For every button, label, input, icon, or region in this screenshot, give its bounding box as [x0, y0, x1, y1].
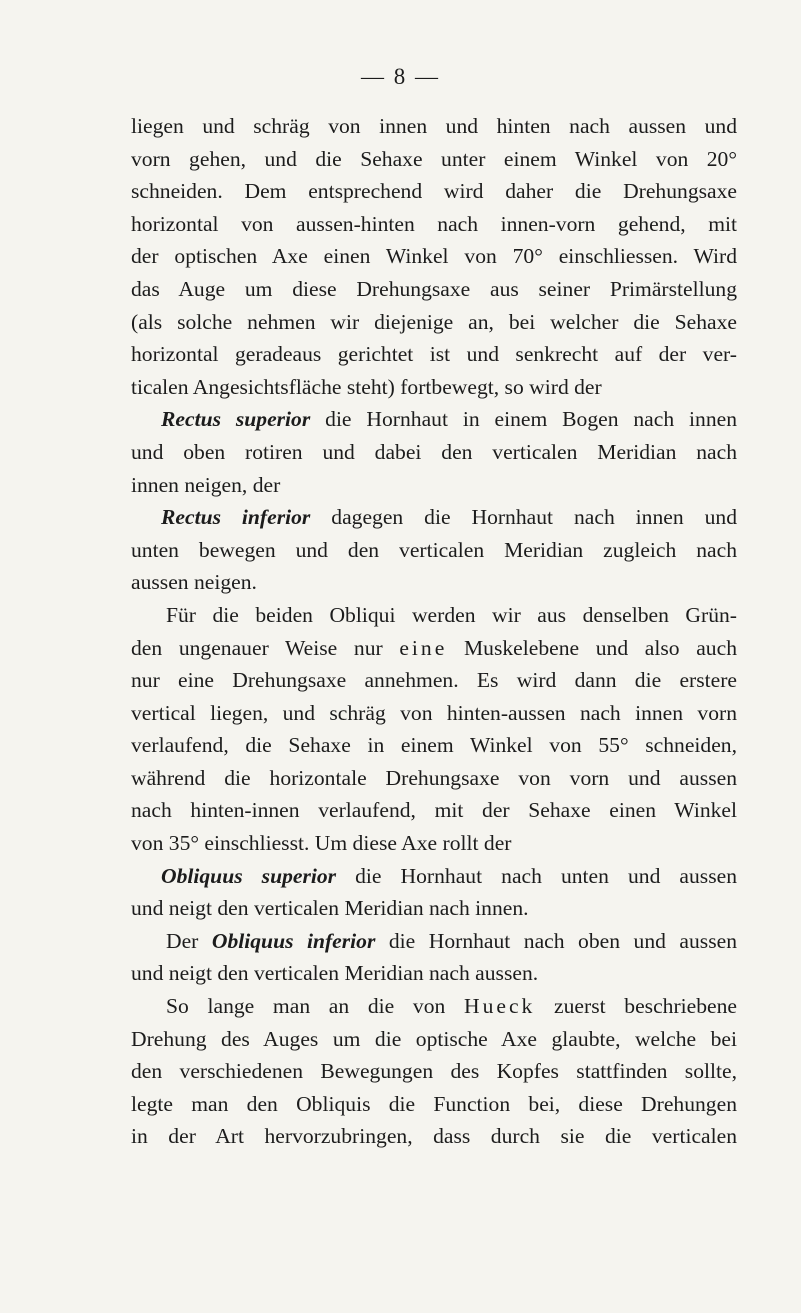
- text-line: horizontal geradeaus gerichtet ist und senkrecht auf der ver-: [131, 342, 737, 367]
- text-line: Rectus inferior dagegen die Hornhaut nach innen und: [161, 505, 737, 530]
- text-line: vertical liegen, und schräg von hinten-aussen nach innen vorn: [131, 700, 737, 725]
- text-line: Rectus superior die Hornhaut in einem Bogen nach innen: [161, 407, 737, 432]
- muscle-name: Rectus inferior: [161, 505, 311, 530]
- text-line: Drehung des Auges um die optische Axe glaubte, welche bei: [131, 1026, 737, 1051]
- text-line: unten bewegen und den verticalen Meridian zugleich nach: [131, 537, 737, 562]
- spaced-word: Hueck: [464, 994, 536, 1019]
- muscle-name: Rectus superior: [161, 407, 311, 432]
- text-line: horizontal von aussen-hinten nach innen-vorn gehend, mit: [131, 211, 737, 236]
- text-line: und oben rotiren und dabei den verticalen Meridian nach: [131, 439, 737, 464]
- text-line: schneiden. Dem entsprechend wird daher die Drehungsaxe: [131, 179, 737, 204]
- text-line: und neigt den verticalen Meridian nach aussen.: [131, 961, 539, 986]
- text-line: ticalen Angesichtsfläche steht) fortbewegt, so wird der: [131, 374, 602, 399]
- text-line: (als solche nehmen wir diejenige an, bei welcher die Sehaxe: [131, 309, 737, 334]
- text-line: während die horizontale Drehungsaxe von vorn und aussen: [131, 765, 737, 790]
- text-line: Der Obliquus inferior die Hornhaut nach oben und aussen: [166, 928, 737, 953]
- text-line: liegen und schräg von innen und hinten nach aussen und: [131, 114, 737, 138]
- text-line: verlaufend, die Sehaxe in einem Winkel von 55° schneiden,: [131, 733, 737, 758]
- text-line: der optischen Axe einen Winkel von 70° einschliessen. Wird: [131, 244, 737, 269]
- text-line: den ungenauer Weise nur eine Muskelebene und also auch: [131, 635, 737, 660]
- text-line: von 35° einschliesst. Um diese Axe rollt der: [131, 831, 512, 856]
- text-line: aussen neigen.: [131, 570, 257, 595]
- text-line: Obliquus superior die Hornhaut nach unten und aussen: [161, 863, 737, 888]
- text-line: den verschiedenen Bewegungen des Kopfes stattfinden sollte,: [131, 1059, 737, 1084]
- muscle-name: Obliquus superior: [161, 863, 337, 888]
- text-line: So lange man an die von Hueck zuerst beschriebene: [166, 994, 737, 1019]
- text-line: Für die beiden Obliqui werden wir aus denselben Grün-: [166, 602, 737, 627]
- text-line: nur eine Drehungsaxe annehmen. Es wird dann die erstere: [131, 668, 737, 693]
- text-line: das Auge um diese Drehungsaxe aus seiner Primärstellung: [131, 276, 737, 301]
- body-text: [131, 110, 737, 1153]
- text-line: nach hinten-innen verlaufend, mit der Sehaxe einen Winkel: [131, 798, 737, 823]
- text-line: in der Art hervorzubringen, dass durch sie die verticalen: [131, 1124, 737, 1149]
- text-line: und neigt den verticalen Meridian nach innen.: [131, 896, 529, 921]
- text-line: innen neigen, der: [131, 472, 281, 497]
- spaced-word: eine: [399, 635, 448, 660]
- page-number: — 8 —: [361, 64, 440, 89]
- text-line: vorn gehen, und die Sehaxe unter einem Winkel von 20°: [131, 146, 737, 171]
- muscle-name: Obliquus inferior: [211, 928, 376, 953]
- text-line: legte man den Obliquis die Function bei, diese Drehungen: [131, 1091, 737, 1116]
